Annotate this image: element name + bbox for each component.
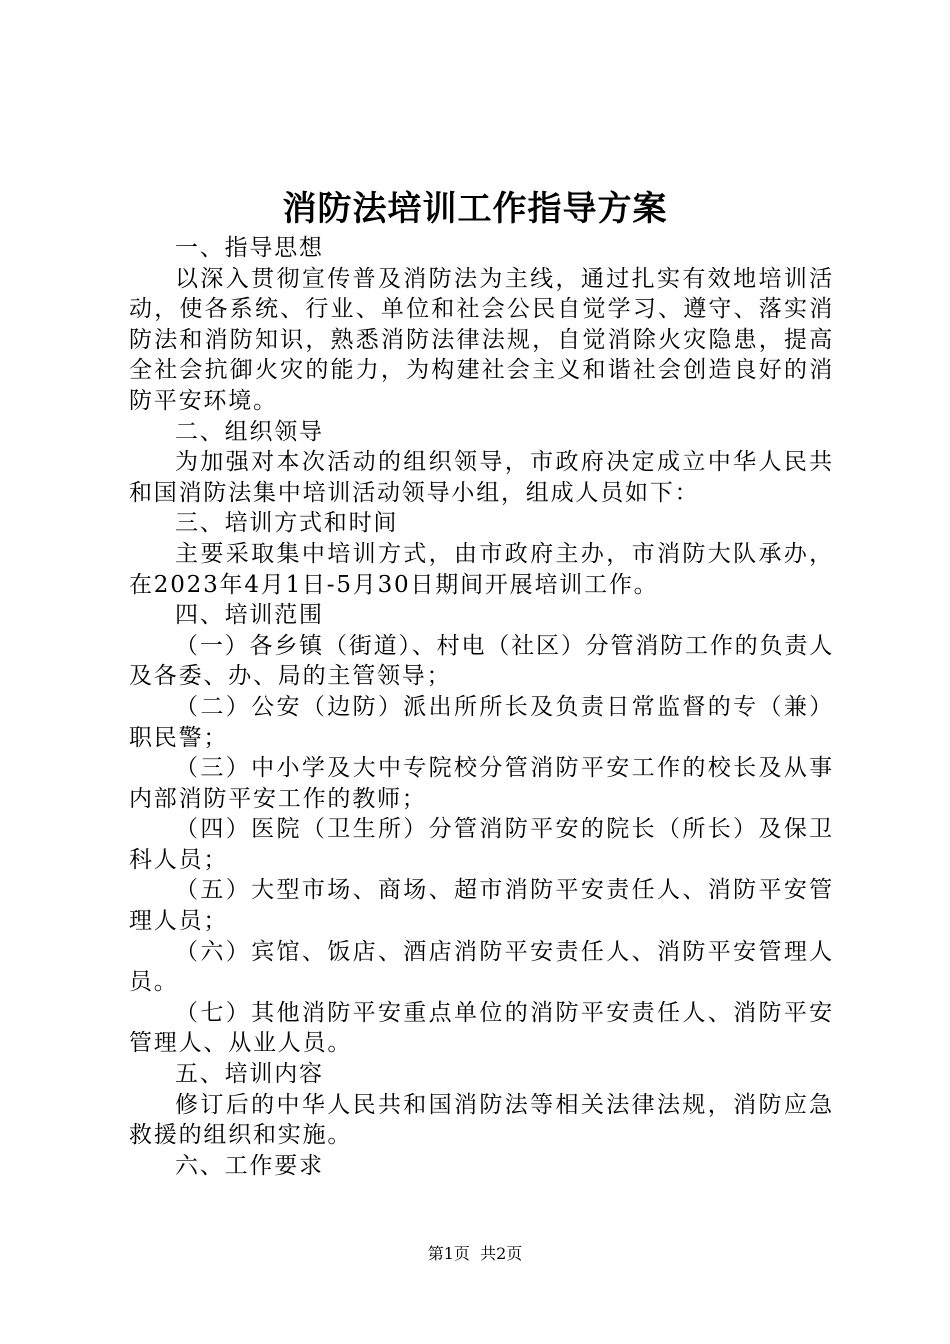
heading-content: 五、培训内容 bbox=[175, 1061, 324, 1088]
scope-item-3: （三）中小学及大中专院校分管消防平安工作的校长及从事内部消防平安工作的教师； bbox=[129, 755, 834, 812]
heading-scope: 四、培训范围 bbox=[175, 602, 324, 629]
document-title: 消防法培训工作指导方案 bbox=[282, 189, 668, 229]
page-number: 第1页 bbox=[427, 1244, 470, 1263]
scope-item-2: （二）公安（边防）派出所所长及负责日常监督的专（兼）职民警； bbox=[129, 693, 834, 751]
heading-guiding-thought: 一、指导思想 bbox=[175, 235, 324, 261]
document-body bbox=[129, 233, 834, 1181]
scope-item-1: （一）各乡镇（街道）、村电（社区）分管消防工作的负责人及各委、办、局的主管领导； bbox=[129, 632, 834, 690]
paragraph-guiding-thought: 以深入贯彻宣传普及消防法为主线，通过扎实有效地培训活动，使各系统、行业、单位和社会公民自觉学习、遵守、落实消防法和消防知识，熟悉消防法律法规，自觉消除火灾隐患，提高全社会抗御火灾的能力，为构建社会主义和谐社会创造良好的消防平安环境。 bbox=[129, 265, 834, 414]
heading-requirements: 六、工作要求 bbox=[175, 1152, 324, 1179]
paragraph-organization: 为加强对本次活动的组织领导，市政府决定成立中华人民共和国消防法集中培训活动领导小组，组成人员如下： bbox=[129, 449, 834, 506]
scope-item-7: （七）其他消防平安重点单位的消防平安责任人、消防平安管理人、从业人员。 bbox=[129, 999, 834, 1057]
paragraph-content: 修订后的中华人民共和国消防法等相关法律法规，消防应急救援的组织和实施。 bbox=[129, 1091, 834, 1149]
heading-method-time: 三、培训方式和时间 bbox=[175, 510, 399, 537]
page-total: 共2页 bbox=[480, 1244, 523, 1263]
scope-item-6: （六）宾馆、饭店、酒店消防平安责任人、消防平安管理人员。 bbox=[129, 938, 834, 996]
paragraph-method-time: 主要采取集中培训方式，由市政府主办，市消防大队承办，在2023年4月1日-5月30日期间开展培训工作。 bbox=[129, 540, 834, 598]
page-footer bbox=[0, 1243, 950, 1265]
scope-item-4: （四）医院（卫生所）分管消防平安的院长（所长）及保卫科人员； bbox=[129, 816, 834, 873]
heading-organization: 二、组织领导 bbox=[175, 418, 324, 445]
scope-item-5: （五）大型市场、商场、超市消防平安责任人、消防平安管理人员； bbox=[129, 877, 834, 935]
